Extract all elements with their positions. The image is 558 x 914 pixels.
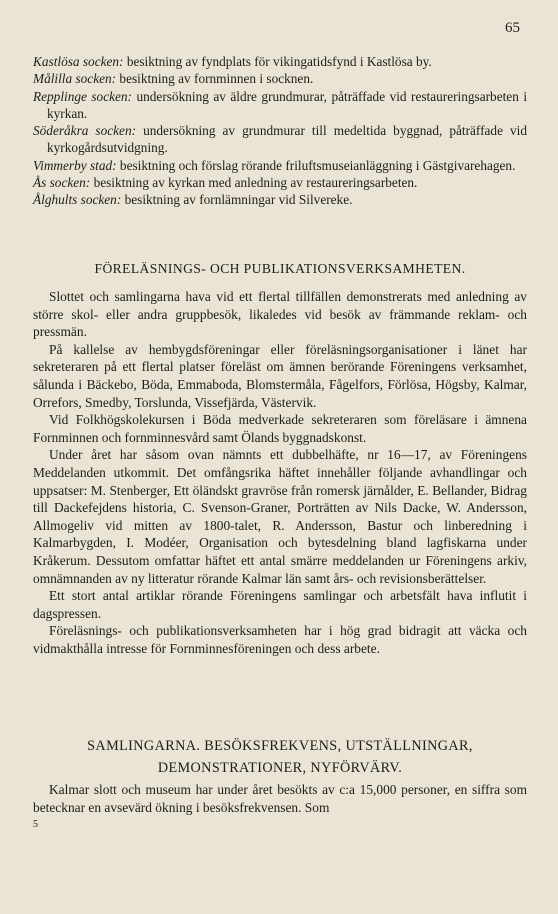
entry-place: Ås socken: — [33, 175, 91, 191]
paragraph: På kallelse av hembygdsföreningar eller föreläsningsorganisationer i länet har sekreteraren på ett flertal platser föreläst om ämnen berörande Föreningens verksamhet, sålunda i Bäckebo, Böda, Emmaboda, Blomstermåla, Fågelfors, Förlösa, Högsby, Kalmar, Orrefors, Smedby, Torslunda, Vissefjärda, Västervik. — [33, 341, 527, 410]
entry-list — [33, 53, 527, 209]
entry-text: besiktning av kyrkan med anledning av restaureringsarbeten. — [93, 175, 418, 191]
list-item — [33, 53, 527, 70]
entry-place: Kastlösa socken: — [33, 54, 124, 69]
entry-place: Ålghults socken: — [33, 192, 122, 208]
heading-line: DEMONSTRATIONER, NYFÖRVÄRV. — [157, 760, 403, 776]
list-item — [33, 122, 527, 157]
entry-text: besiktning av fyndplats för vikingatidsfynd i Kastlösa by. — [126, 54, 432, 69]
entry-text: besiktning och förslag rörande friluftsmuseianläggning i Gästgivarehagen. — [119, 157, 516, 173]
paragraph: Föreläsnings- och publikationsverksamheten har i hög grad bidragit att väcka och vidmakthålla intresse för Fornminnesföreningen och dess arbete. — [33, 623, 527, 656]
section-heading-collections — [33, 735, 527, 779]
section-heading-lectures: FÖRELÄSNINGS- OCH PUBLIKATIONSVERKSAMHETEN. — [94, 261, 466, 276]
section-body-lectures — [33, 288, 527, 657]
list-item — [33, 174, 527, 191]
list-item — [33, 191, 527, 208]
paragraph: Under året har såsom ovan nämnts ett dubbelhäfte, nr 16—17, av Föreningens Meddelanden utkommit. Det omfångsrika häftet innehåller följande avhandlingar och uppsatser: M. Stenberger, Ett öländskt gravröse från romersk järnålder, E. Bellander, Bidrag till Dackefejdens historia, C. Svenson-Graner, Porträtten av Nils Dacke, W. Andersson, Allmogeliv vid mitten av 1800-talet, R. Andersson, Bastur och linberedning i Kalmarbygden, I. Modéer, Organisation och bytesdelning bland lagfiskarna under Kråkerum. Dessutom omfattar häftet ett antal smärre meddelanden ur Föreningens arkiv, omnämnanden av ny litteratur rörande Kalmar län samt års- och revisionsberättelser. — [33, 447, 527, 586]
signature-mark: 5 — [33, 819, 38, 830]
paragraph: Vid Folkhögskolekursen i Böda medverkade sekreteraren som föreläsare i ämnena Fornminnen och fornminnesvård samt Ölands byggnadskonst. — [33, 412, 527, 445]
section-body-collections — [33, 781, 527, 816]
paragraph: Kalmar slott och museum har under året besökts av c:a 15,000 personer, en siffra som betecknar en avsevärd ökning i besöksfrekvensen. Som — [33, 782, 527, 815]
entry-text: besiktning av fornminnen i socknen. — [119, 71, 314, 87]
list-item — [33, 157, 527, 174]
paragraph: Slottet och samlingarna hava vid ett flertal tillfällen demonstrerats med anledning av större skol- eller andra gruppbesök, likaledes vid besök av främmande reklam- och pressmän. — [33, 289, 527, 340]
list-item — [33, 70, 527, 87]
page-number: 65 — [505, 20, 520, 36]
entry-place: Vimmerby stad: — [33, 157, 117, 173]
paragraph: Ett stort antal artiklar rörande Föreningens samlingar och arbetsfält hava influtit i dagspressen. — [33, 588, 527, 621]
entry-place: Söderåkra socken: — [33, 123, 137, 139]
entry-text: undersökning av äldre grundmurar, påträffade vid restaureringsarbeten i kyrkan. — [47, 88, 528, 121]
heading-line: SAMLINGARNA. BESÖKSFREKVENS, UTSTÄLLNINGAR, — [87, 738, 473, 754]
entry-place: Repplinge socken: — [33, 88, 132, 104]
entry-text: undersökning av grundmurar till medeltida byggnad, påträffade vid kyrkogårdsutvidgning. — [47, 123, 528, 156]
entry-text: besiktning av fornlämningar vid Silvereke. — [124, 192, 353, 208]
list-item — [33, 88, 527, 123]
entry-place: Målilla socken: — [33, 71, 117, 87]
